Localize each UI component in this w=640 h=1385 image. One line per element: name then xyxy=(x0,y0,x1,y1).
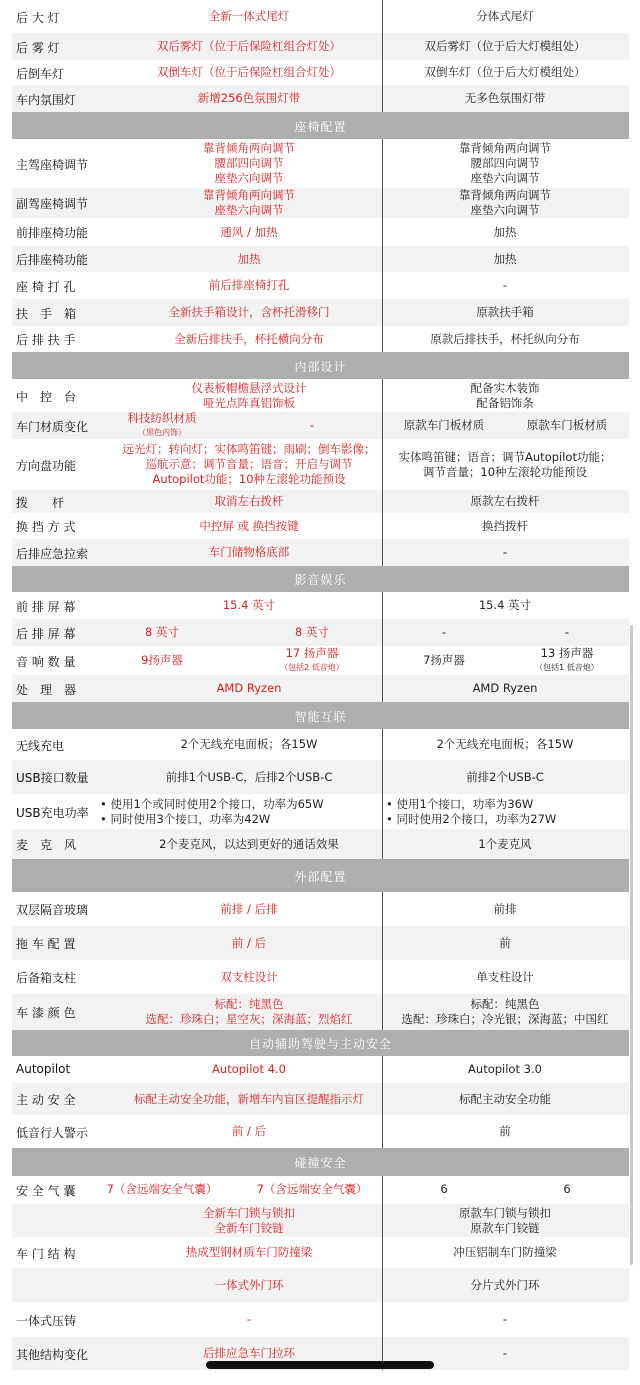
section-title: 座椅配置 xyxy=(294,119,347,134)
table-row xyxy=(12,0,629,33)
model-new-value-b-text: - xyxy=(309,417,315,432)
model-new-value-a xyxy=(82,412,242,439)
model-old-value: 实体鸣笛键；语音；调节Autopilot功能； 调节音量；10种左滚轮功能预设 xyxy=(398,449,612,479)
model-old-value-b-text: 原款车门板材质 xyxy=(526,417,608,432)
model-new-value-a-text: 8 英寸 xyxy=(145,624,179,639)
model-new-value: 标配：纯黑色 选配：珍珠白；星空灰；深海蓝；烈焰红 xyxy=(145,997,353,1026)
model-old-value: 原款车门锁与锁扣 原款车门铰链 xyxy=(459,1205,551,1235)
model-new-value: 前排1个USB-C，后排2个USB-C xyxy=(165,769,333,784)
model-new-value-b-text: 17 扬声器 xyxy=(285,645,339,660)
column-divider xyxy=(382,794,383,829)
table-row xyxy=(12,379,629,412)
row-label: 双层隔音玻璃 xyxy=(16,903,89,917)
row-label: 低音行人警示 xyxy=(16,1125,89,1140)
row-label: 后备箱支柱 xyxy=(16,971,77,985)
model-new-value: 15.4 英寸 xyxy=(222,598,276,612)
model-new-value: 全新车门锁与锁扣 全新车门铰链 xyxy=(203,1205,295,1235)
model-old-value: 前排 xyxy=(493,901,517,916)
model-old-value-b xyxy=(487,418,640,433)
model-new-bullet xyxy=(100,797,324,812)
table-row xyxy=(12,1083,629,1115)
model-old-value: Autopilot 3.0 xyxy=(468,1062,542,1076)
table-row xyxy=(12,188,629,218)
row-label: USB接口数量 xyxy=(16,771,89,785)
model-new-value-a-note: （黑色内饰） xyxy=(138,427,186,437)
model-old-value: 原款左右拨杆 xyxy=(470,494,540,508)
row-label: 主 动 安 全 xyxy=(16,1093,76,1107)
bullet-dot: • xyxy=(386,796,397,811)
model-old-value: 靠背倾角两向调节 腰部四向调节 座垫六向调节 xyxy=(459,141,551,185)
model-old-value: 1个麦克风 xyxy=(478,836,532,851)
row-label: 拖 车 配 置 xyxy=(16,937,76,951)
model-old-value-b-text: - xyxy=(564,624,570,639)
table-row xyxy=(12,760,629,794)
section-title: 内部设计 xyxy=(294,359,347,374)
model-new-value: 标配主动安全功能，新增车内盲区提醒指示灯 xyxy=(134,1091,364,1106)
model-old-value-b xyxy=(487,647,640,674)
row-label: 座 椅 打 孔 xyxy=(16,279,76,294)
row-label: 处 理 器 xyxy=(16,682,77,697)
model-new-value-a-text: 科技纺织材质 xyxy=(127,410,197,425)
model-new-value-a-text: 9扬声器 xyxy=(141,652,183,667)
section-header xyxy=(12,859,629,892)
row-label: 后排应急拉索 xyxy=(16,546,89,561)
table-row xyxy=(12,1115,629,1148)
row-label: 拨 杆 xyxy=(16,495,65,510)
model-old-value: 加热 xyxy=(493,251,517,266)
model-old-bullet xyxy=(386,797,533,812)
model-new-value: 双倒车灯（位于后保险杠组合灯处） xyxy=(157,65,341,79)
model-old-value: 靠背倾角两向调节 座垫六向调节 xyxy=(459,188,551,217)
row-label: 换 挡 方 式 xyxy=(16,520,76,534)
home-indicator[interactable] xyxy=(206,1361,434,1369)
model-new-value: Autopilot 4.0 xyxy=(212,1062,286,1076)
model-old-value-a-text: 6 xyxy=(440,1182,448,1196)
model-old-value: 分体式尾灯 xyxy=(476,9,534,23)
model-new-bullet xyxy=(100,812,270,827)
row-label: 主驾座椅调节 xyxy=(16,157,89,172)
model-new-value: 前 / 后 xyxy=(231,935,267,950)
model-new-value: 全新扶手箱设计，含杯托滑移门 xyxy=(168,305,330,319)
table-row xyxy=(12,794,629,829)
model-old-value: 标配主动安全功能 xyxy=(459,1091,551,1106)
table-row xyxy=(12,412,629,439)
model-new-value: 取消左右拨杆 xyxy=(214,494,284,508)
model-old-value: - xyxy=(502,1346,508,1360)
table-row xyxy=(12,246,629,272)
model-old-value: - xyxy=(502,278,508,292)
model-old-value: 加热 xyxy=(493,224,517,239)
model-old-value-a-text: 7扬声器 xyxy=(423,652,465,667)
model-old-value: - xyxy=(502,1312,508,1326)
row-label: 安 全 气 囊 xyxy=(16,1184,76,1198)
model-new-value-b-note: （包括2 低音炮） xyxy=(280,662,344,672)
model-old-value: - xyxy=(502,545,508,559)
model-old-value: 双后雾灯（位于后大灯模组处） xyxy=(424,39,586,53)
model-old-value: AMD Ryzen xyxy=(472,681,538,695)
section-title: 自动辅助驾驶与主动安全 xyxy=(248,1037,392,1051)
model-old-value: 冲压铝制车门防撞梁 xyxy=(453,1245,557,1259)
section-title: 外部配置 xyxy=(294,869,347,884)
scrollbar[interactable] xyxy=(630,625,633,1265)
table-row xyxy=(12,1237,629,1268)
model-old-value: 前排2个USB-C xyxy=(466,769,544,784)
model-new-value: 中控屏 或 换挡按键 xyxy=(199,518,299,533)
model-new-value: 热成型钢材质车门防撞梁 xyxy=(185,1245,313,1259)
row-label: 前 排 屏 幕 xyxy=(16,599,76,614)
table-row xyxy=(12,33,629,60)
row-label: 后 排 扶 手 xyxy=(16,333,76,347)
row-label: 音 响 数 量 xyxy=(16,654,76,669)
model-new-value: 全新一体式尾灯 xyxy=(208,9,290,23)
section-title: 影音娱乐 xyxy=(294,573,347,587)
model-new-value: 加热 xyxy=(237,251,261,266)
model-new-value: 2个麦克风，以达到更好的通话效果 xyxy=(159,836,339,851)
row-label: Autopilot xyxy=(16,1061,71,1076)
table-row xyxy=(12,1268,629,1302)
model-new-value-a xyxy=(82,625,242,640)
section-header xyxy=(12,566,629,592)
table-row xyxy=(12,829,629,859)
model-new-value-a xyxy=(82,653,242,668)
model-old-value-b-text: 13 扬声器 xyxy=(540,645,594,660)
bullet-dot: • xyxy=(100,811,111,826)
table-row xyxy=(12,326,629,352)
row-label: 其他结构变化 xyxy=(16,1347,89,1362)
row-label: USB充电功率 xyxy=(16,805,89,820)
model-old-value: 分片式外门环 xyxy=(470,1277,540,1292)
model-new-value: 一体式外门环 xyxy=(214,1277,284,1292)
row-label: 中 控 台 xyxy=(16,389,77,404)
table-row xyxy=(12,619,629,646)
model-new-value: 后排应急车门拉环 xyxy=(203,1346,295,1360)
model-old-value: 2个无线充电面板；各15W xyxy=(436,737,574,751)
model-old-value-b xyxy=(487,625,640,640)
model-new-value: 通风 / 加热 xyxy=(220,224,278,239)
model-new-value: 车门储物格底部 xyxy=(208,545,290,559)
table-row xyxy=(12,60,629,85)
row-label: 后 排 屏 幕 xyxy=(16,626,76,641)
row-label: 后排座椅功能 xyxy=(16,253,89,267)
model-old-value: 前 xyxy=(499,935,511,950)
model-old-value: 前 xyxy=(499,1124,511,1138)
model-new-value: 靠背倾角两向调节 腰部四向调节 座垫六向调节 xyxy=(203,141,295,185)
table-row xyxy=(12,646,629,675)
table-row xyxy=(12,272,629,299)
model-new-value: AMD Ryzen xyxy=(216,681,282,695)
model-new-value: 靠背倾角两向调节 座垫六向调节 xyxy=(203,188,295,217)
row-label: 副驾座椅调节 xyxy=(16,197,89,211)
table-row xyxy=(12,85,629,112)
model-new-bullet-text: 同时使用3个接口，功率为42W xyxy=(110,811,271,826)
row-label: 方向盘功能 xyxy=(16,458,77,473)
row-label: 后倒车灯 xyxy=(16,66,65,81)
model-old-value: 换挡拨杆 xyxy=(482,518,528,533)
model-new-value-a xyxy=(82,1182,242,1197)
row-label: 麦 克 风 xyxy=(16,838,77,852)
model-new-value: 全新后排扶手，杯托横向分布 xyxy=(174,331,324,346)
model-old-bullet-text: 同时使用2个接口，功率为27W xyxy=(396,811,557,826)
row-label: 一体式压铸 xyxy=(16,1313,77,1328)
table-row xyxy=(12,218,629,246)
bullet-dot: • xyxy=(386,811,397,826)
table-row xyxy=(12,960,629,994)
bullet-dot: • xyxy=(100,796,111,811)
model-old-value-b-text: 6 xyxy=(563,1182,571,1196)
model-old-value: 原款扶手箱 xyxy=(476,305,534,319)
table-row xyxy=(12,926,629,960)
section-header xyxy=(12,112,629,139)
model-old-value: 单支柱设计 xyxy=(476,969,534,984)
row-label: 后 大 灯 xyxy=(16,10,60,25)
model-old-value: 原款后排扶手，杯托纵向分布 xyxy=(430,331,580,346)
model-old-value-a-text: - xyxy=(441,624,447,639)
comparison-table xyxy=(12,0,629,1370)
model-old-value: 15.4 英寸 xyxy=(478,598,532,612)
table-row xyxy=(12,892,629,926)
section-header xyxy=(12,1148,629,1176)
model-old-bullet xyxy=(386,812,556,827)
model-new-value: 前 / 后 xyxy=(231,1124,267,1138)
model-new-value: 2个无线充电面板；各15W xyxy=(180,737,318,751)
model-old-value-a-text: 原款车门板材质 xyxy=(403,417,485,432)
model-old-value: 标配：纯黑色 选配：珍珠白；冷光银；深海蓝；中国红 xyxy=(401,997,609,1026)
model-old-value: 无多色氛围灯带 xyxy=(464,91,546,105)
section-header xyxy=(12,702,629,729)
model-new-value: 前排 / 后排 xyxy=(220,901,278,916)
table-row xyxy=(12,592,629,619)
model-old-value-b-note: （包括1 低音炮） xyxy=(535,662,599,672)
table-row xyxy=(12,139,629,188)
table-row xyxy=(12,729,629,760)
model-new-value: 前后排座椅打孔 xyxy=(208,278,290,292)
table-row xyxy=(12,439,629,490)
model-new-value: 双支柱设计 xyxy=(220,969,278,984)
table-row xyxy=(12,675,629,702)
table-row xyxy=(12,490,629,513)
table-row xyxy=(12,994,629,1030)
model-old-value-b xyxy=(487,1182,640,1197)
row-label: 车 漆 颜 色 xyxy=(16,1006,76,1020)
section-title: 智能互联 xyxy=(294,709,347,724)
table-row xyxy=(12,1176,629,1204)
model-new-value: 仪表板帽檐悬浮式设计 哑光点阵真铝饰板 xyxy=(191,380,307,410)
section-header xyxy=(12,1030,629,1056)
row-label: 无线充电 xyxy=(16,738,65,753)
model-old-value: 双倒车灯（位于后大灯模组处） xyxy=(424,65,586,79)
model-new-value: 双后雾灯（位于后保险杠组合灯处） xyxy=(157,39,341,53)
row-label: 前排座椅功能 xyxy=(16,226,89,240)
model-new-value: 新增256色氛围灯带 xyxy=(197,91,301,105)
row-label: 车 门 结 构 xyxy=(16,1246,76,1261)
model-new-value-b-text: 7（含远端安全气囊） xyxy=(256,1182,368,1196)
section-header xyxy=(12,352,629,379)
table-row xyxy=(12,1056,629,1083)
row-label: 扶 手 箱 xyxy=(16,306,77,321)
model-new-value-b-text: 8 英寸 xyxy=(295,624,329,639)
row-label: 车内氛围灯 xyxy=(16,92,77,107)
table-row xyxy=(12,539,629,566)
table-row xyxy=(12,299,629,326)
model-old-bullet-text: 使用1个接口，功率为36W xyxy=(396,796,534,811)
model-new-bullet-text: 使用1个或同时使用2个接口，功率为65W xyxy=(110,796,324,811)
model-old-value: 配备实木装饰 配备铝饰条 xyxy=(470,380,540,410)
model-new-value: 远光灯；转向灯；实体鸣笛键；雨刷；倒车影像； 巡航示意；调节音量；语音；开启与调节 Autopilot功能；10种左滚轮功能预设 xyxy=(122,442,376,486)
table-row xyxy=(12,1302,629,1337)
row-label: 后 雾 灯 xyxy=(16,40,60,55)
model-new-value: - xyxy=(246,1312,252,1326)
row-label: 车门材质变化 xyxy=(16,419,89,434)
table-row xyxy=(12,513,629,539)
section-title: 碰撞安全 xyxy=(294,1156,347,1170)
model-new-value-a-text: 7（含远端安全气囊） xyxy=(106,1182,218,1196)
table-row xyxy=(12,1204,629,1237)
